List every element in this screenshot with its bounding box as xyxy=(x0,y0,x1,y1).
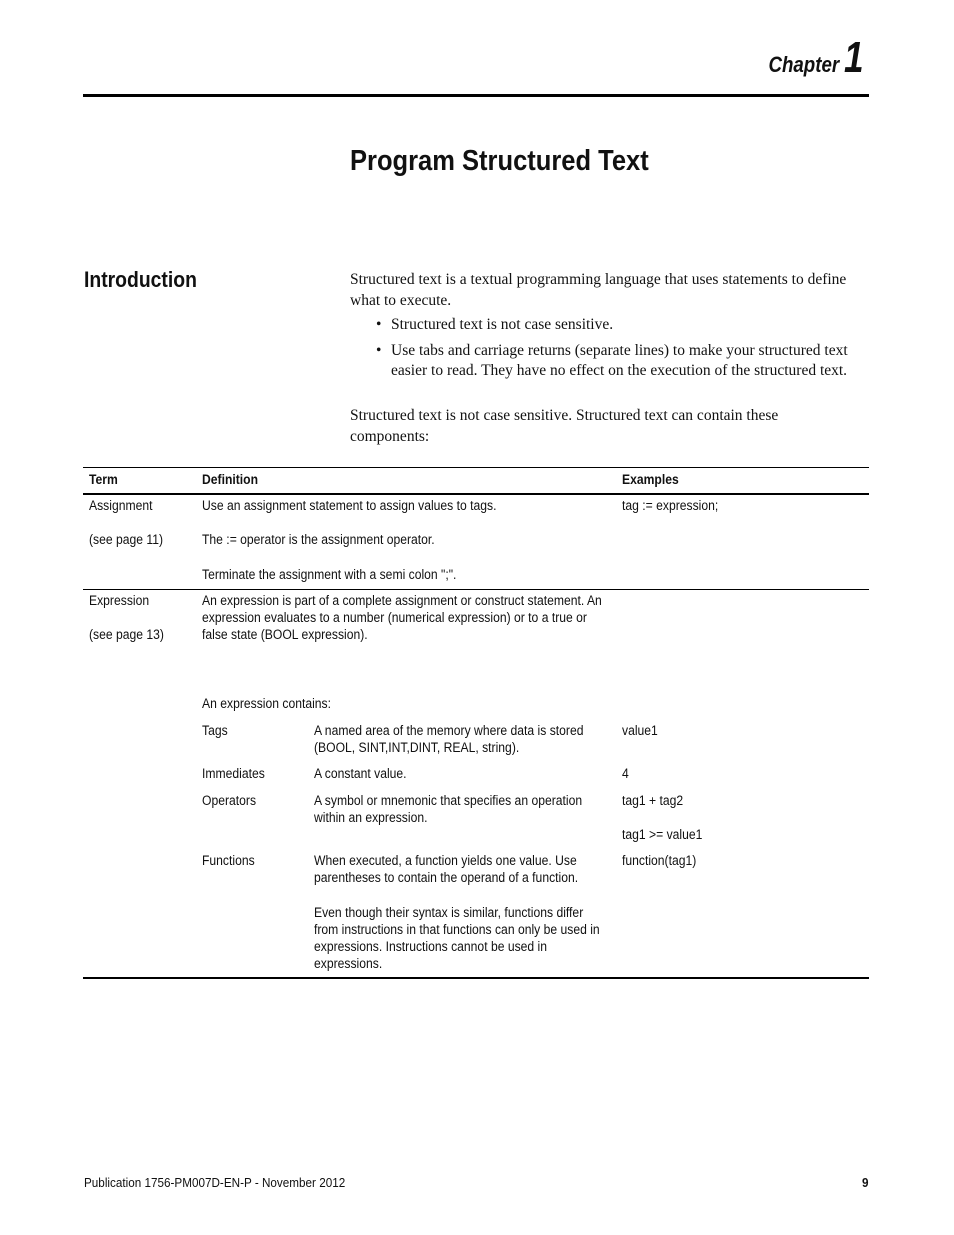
intro-paragraph: Structured text is a textual programming language that uses statements to define what to execute. xyxy=(350,271,847,309)
bullet-item: • Structured text is not case sensitive. xyxy=(376,315,861,336)
example-text: tag := expression; xyxy=(622,498,719,513)
chapter-number: 1 xyxy=(843,33,864,82)
footer-page-number: 9 xyxy=(862,1175,869,1190)
table-header-rule xyxy=(83,493,869,495)
page-title: Program Structured Text xyxy=(350,145,649,177)
example-text: tag1 >= value1 xyxy=(622,827,703,842)
sub-term: Functions xyxy=(202,853,255,868)
example-text: tag1 + tag2 xyxy=(622,793,684,808)
bullet-item: • Use tabs and carriage returns (separate lines) to make your structured text easier to read. They have no effect on the execution of the structured text. xyxy=(376,341,861,382)
chapter-label xyxy=(756,33,868,82)
example-text: 4 xyxy=(622,766,629,781)
term-expression: Expression xyxy=(89,593,150,608)
definition-text: Use an assignment statement to assign values to tags. xyxy=(202,498,497,513)
table-top-rule xyxy=(83,467,869,468)
definition-text: An expression is part of a complete assignment or construct statement. An expression evaluates to a number (numerical expression) or to a true or false state (BOOL expression). xyxy=(202,593,602,642)
sub-definition: A constant value. xyxy=(314,766,407,781)
sub-definition: When executed, a function yields one value. Use parentheses to contain the operand of a function. xyxy=(314,853,579,885)
footer-publication: Publication 1756-PM007D-EN-P - November 2012 xyxy=(84,1175,346,1190)
sub-term: Tags xyxy=(202,723,228,738)
sub-term: Immediates xyxy=(202,766,265,781)
definition-text: The := operator is the assignment operator. xyxy=(202,532,435,547)
term-assignment: Assignment xyxy=(89,498,153,513)
sub-term: Operators xyxy=(202,793,257,808)
definition-text: An expression contains: xyxy=(202,696,332,711)
table-bottom-rule xyxy=(83,977,869,979)
chapter-rule xyxy=(83,94,869,97)
sub-definition: A named area of the memory where data is stored (BOOL, SINT,INT,DINT, REAL, string). xyxy=(314,723,584,755)
term-reference: (see page 11) xyxy=(89,532,164,547)
header-examples: Examples xyxy=(622,472,679,487)
chapter-word: Chapter xyxy=(768,52,840,77)
section-heading: Introduction xyxy=(84,267,197,292)
term-reference: (see page 13) xyxy=(89,627,164,642)
example-text: value1 xyxy=(622,723,658,738)
sub-definition: A symbol or mnemonic that specifies an operation within an expression. xyxy=(314,793,583,825)
header-definition: Definition xyxy=(202,472,259,487)
intro-bullet-list xyxy=(376,315,861,387)
row-divider xyxy=(83,589,869,590)
definition-text: Terminate the assignment with a semi colon ";". xyxy=(202,567,457,582)
example-text: function(tag1) xyxy=(622,853,697,868)
sub-definition: Even though their syntax is similar, functions differ from instructions in that functions can only be used in expressions. Instructions cannot be used in expressions. xyxy=(314,905,600,971)
header-term: Term xyxy=(89,472,118,487)
intro-paragraph-components: Structured text is not case sensitive. Structured text can contain these components: xyxy=(350,407,779,445)
